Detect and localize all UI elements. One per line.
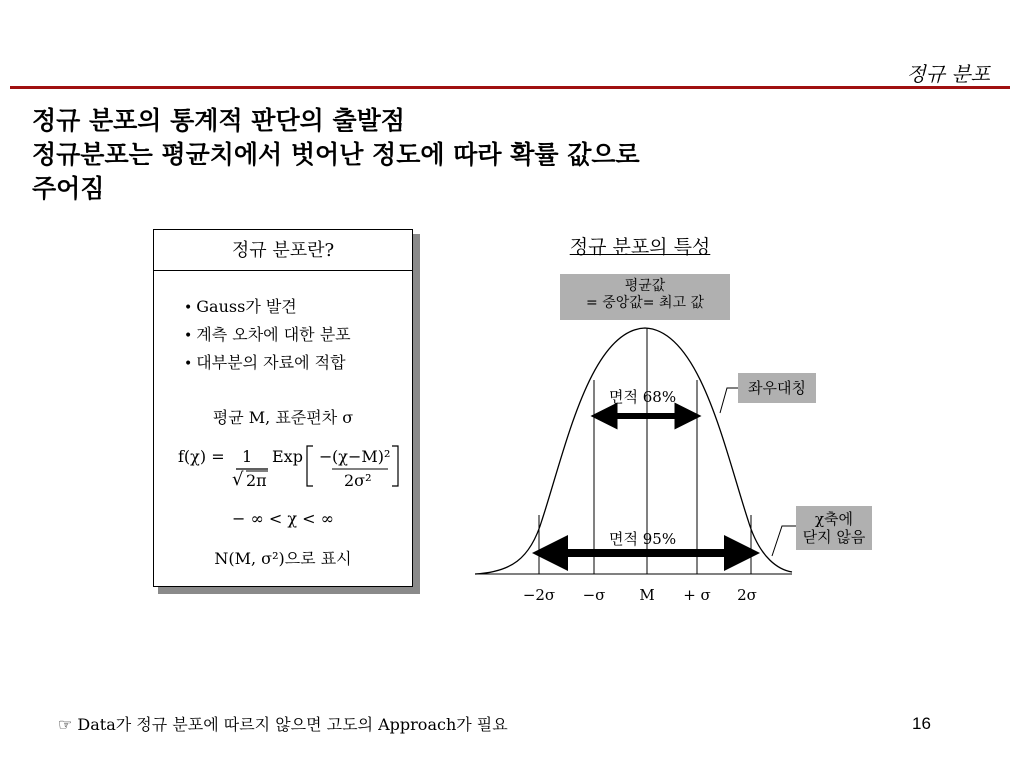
bullet-item: • 계측 오차에 대한 분포	[184, 325, 351, 344]
mean-label-box: 평균값 = 중앙값= 최고 값	[560, 274, 730, 320]
axis-tick-minus-sigma: −σ	[582, 586, 606, 604]
formula-lhs: f(χ) =	[178, 447, 225, 466]
section-label: 정규 분포	[906, 62, 990, 86]
bullet-icon: •	[184, 356, 193, 372]
pdf-formula	[174, 442, 404, 492]
bullet-item: • Gauss가 발견	[184, 297, 297, 316]
formula-strokes	[174, 442, 404, 492]
slide-title	[32, 104, 792, 206]
chart-title: 정규 분포의 특성	[569, 236, 711, 258]
symmetry-pointer	[720, 388, 738, 413]
symmetry-label-box: 좌우대칭	[738, 373, 816, 403]
x-range: − ∞ < χ < ∞	[232, 509, 334, 528]
bullet-item: • 대부분의 자료에 적합	[184, 353, 346, 372]
header-divider	[10, 86, 1010, 89]
axis-tick-plus-sigma: + σ	[683, 586, 711, 604]
title-line-1: 정규 분포의 통계적 판단의 출발점	[32, 106, 405, 135]
axis-tick-minus-2sigma: −2σ	[522, 586, 556, 604]
axis-tick-mean: M	[639, 586, 655, 604]
bullet-icon: •	[184, 300, 193, 316]
sqrt-icon: √	[232, 469, 244, 490]
definition-box	[153, 229, 413, 587]
footnote: ☞ Data가 정규 분포에 따르지 않으면 고도의 Approach가 필요	[58, 715, 508, 734]
area-68-label: 면적 68%	[609, 388, 677, 406]
formula-exp: Exp	[272, 447, 303, 466]
bullet-icon: •	[184, 328, 193, 344]
formula-two-pi: 2π	[246, 471, 267, 490]
formula-denominator: 2σ²	[344, 471, 372, 490]
title-line-2: 정규분포는 평균치에서 벗어난 정도에 따라 확률 값으로	[32, 140, 640, 169]
tail-pointer	[772, 526, 796, 556]
definition-box-header: 정규 분포란?	[154, 230, 412, 271]
formula-one: 1	[242, 447, 253, 466]
distribution-params: 평균 M, 표준편차 σ	[212, 408, 354, 427]
title-line-3: 주어짐	[32, 174, 105, 203]
area-95-label: 면적 95%	[609, 530, 677, 548]
axis-tick-plus-2sigma: 2σ	[737, 586, 757, 604]
formula-minus: −	[319, 447, 333, 466]
page-number: 16	[912, 714, 931, 733]
distribution-notation: N(M, σ²)으로 표시	[214, 549, 352, 568]
tail-label-box: χ축에 닫지 않음	[796, 506, 872, 550]
formula-numerator: (χ−M)²	[332, 447, 391, 466]
